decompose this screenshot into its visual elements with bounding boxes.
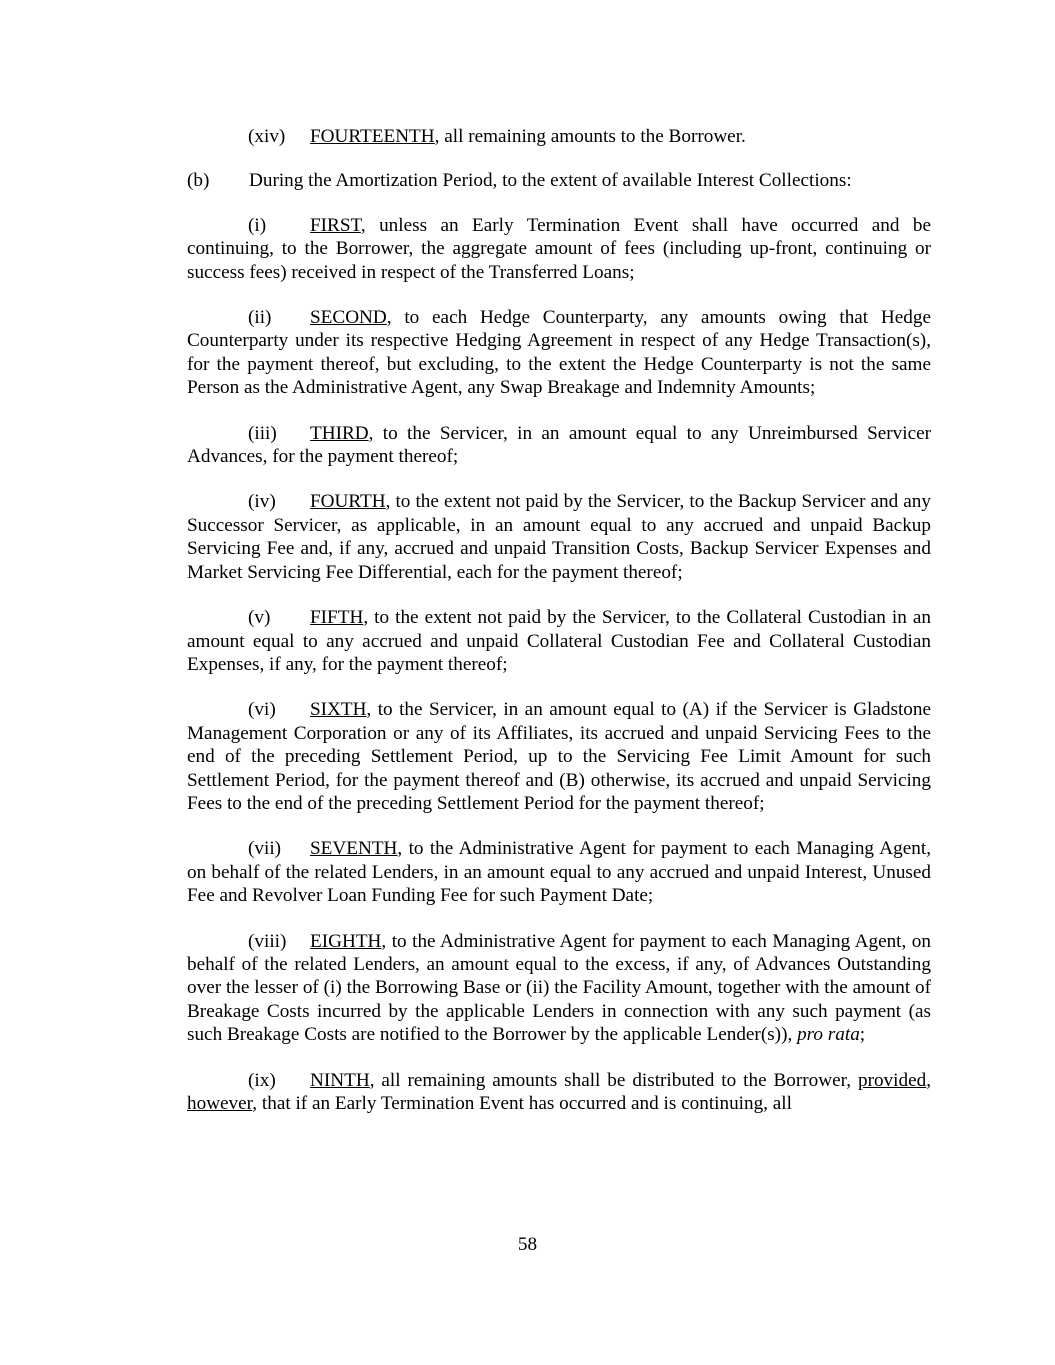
clause-text: , to the Servicer, in an amount equal to (A) if the Servicer is Gladstone Management Corporation or any of its Affiliates, its accrued and unpaid Servicing Fees to the end of the preceding Settlement Period, up to the Servicing Fee Limit Amount for such Settlement Period, for the payment thereof and (B) otherwise, its accrued and unpaid Servicing Fees to the end of the preceding Settlement Period for the payment thereof;: [187, 699, 931, 814]
clause-number: (vi): [248, 699, 276, 721]
clause-vii: [187, 837, 931, 907]
clause-number: (ii): [248, 307, 272, 329]
clause-number: (b): [187, 170, 210, 192]
clause-text: , to the extent not paid by the Servicer, to the Backup Servicer and any Successor Servicer, as applicable, in an amount equal to any accrued and unpaid Backup Servicing Fee and, if any, accrued and unpaid Transition Costs, Backup Servicer Expenses and Market Servicing Fee Differential, each for the payment thereof;: [187, 491, 931, 583]
clause-iv: [187, 490, 931, 584]
page-number: 58: [517, 1234, 538, 1255]
clause-number: (vii): [248, 838, 282, 860]
provided-term: provided: [857, 1069, 927, 1091]
clause-iii: [187, 422, 931, 469]
clause-heading: SECOND: [310, 307, 387, 329]
clause-tail: , that if an Early Termination Event has occurred and is continuing, all: [252, 1093, 792, 1114]
clause-text: , to the Administrative Agent for payment to each Managing Agent, on behalf of the related Lenders, in an amount equal to any accrued and unpaid Interest, Unused Fee and Revolver Loan Funding Fee for such Payment Date;: [187, 838, 931, 907]
clause-heading: FIRST: [310, 214, 361, 236]
clause-heading: FIFTH: [310, 607, 364, 629]
clause-number: (xiv): [248, 126, 286, 147]
however-term: however: [187, 1093, 253, 1114]
clause-number: (iv): [248, 491, 276, 513]
clause-ix: [187, 1069, 931, 1116]
pro-rata-italic: pro rata: [797, 1024, 860, 1046]
clause-text: During the Amortization Period, to the extent of available Interest Collections:: [249, 170, 852, 192]
clause-ii: [187, 306, 931, 400]
clause-xiv: [248, 125, 931, 148]
clause-text: , to the Administrative Agent for payment to each Managing Agent, on behalf of the related Lenders, an amount equal to the excess, if any, of Advances Outstanding over the lesser of (i) the Borrowing Base or (ii) the Facility Amount, together with the amount of Breakage Costs incurred by the applicable Lenders in connection with any such payment (as such Breakage Costs are notified to the Borrower by the applicable Lender(s)),: [187, 930, 931, 1046]
clause-text: , all remaining amounts shall be distributed to the Borrower,: [369, 1069, 858, 1091]
clause-number: (ix): [248, 1069, 276, 1091]
clause-heading: SEVENTH: [310, 838, 398, 860]
clause-text: , all remaining amounts to the Borrower.: [434, 126, 746, 147]
clause-number: (v): [248, 607, 271, 629]
clause-tail: ;: [859, 1024, 866, 1046]
clause-heading: FOURTEENTH: [310, 126, 435, 147]
clause-viii: [187, 930, 931, 1047]
clause-number: (viii): [248, 930, 287, 952]
clause-v: [187, 606, 931, 676]
clause-number: (i): [248, 214, 267, 236]
document-body: [187, 125, 931, 1137]
term-separator: ,: [926, 1069, 931, 1091]
clause-vi: [187, 698, 931, 815]
clause-text: , unless an Early Termination Event shall have occurred and be continuing, to the Borrower, the aggregate amount of fees (including up-front, continuing or success fees) received in respect of the Transferred Loans;: [187, 214, 931, 283]
paragraph-b: [187, 169, 931, 192]
clause-text: , to the Servicer, in an amount equal to any Unreimbursed Servicer Advances, for the payment thereof;: [187, 422, 931, 468]
clause-heading: SIXTH: [310, 699, 367, 721]
clause-heading: NINTH: [310, 1069, 370, 1091]
clause-text: , to each Hedge Counterparty, any amounts owing that Hedge Counterparty under its respective Hedging Agreement in respect of any Hedge Transaction(s), for the payment thereof, but excluding, to the extent the Hedge Counterparty is not the same Person as the Administrative Agent, any Swap Breakage and Indemnity Amounts;: [187, 307, 931, 399]
clause-text: , to the extent not paid by the Servicer, to the Collateral Custodian in an amount equal to any accrued and unpaid Collateral Custodian Fee and Collateral Custodian Expenses, if any, for the payment thereof;: [187, 607, 931, 675]
clause-i: [187, 214, 931, 284]
clause-heading: FOURTH: [310, 491, 386, 513]
clause-heading: THIRD: [310, 422, 369, 444]
clause-number: (iii): [248, 422, 277, 444]
clause-heading: EIGHTH: [310, 930, 382, 952]
